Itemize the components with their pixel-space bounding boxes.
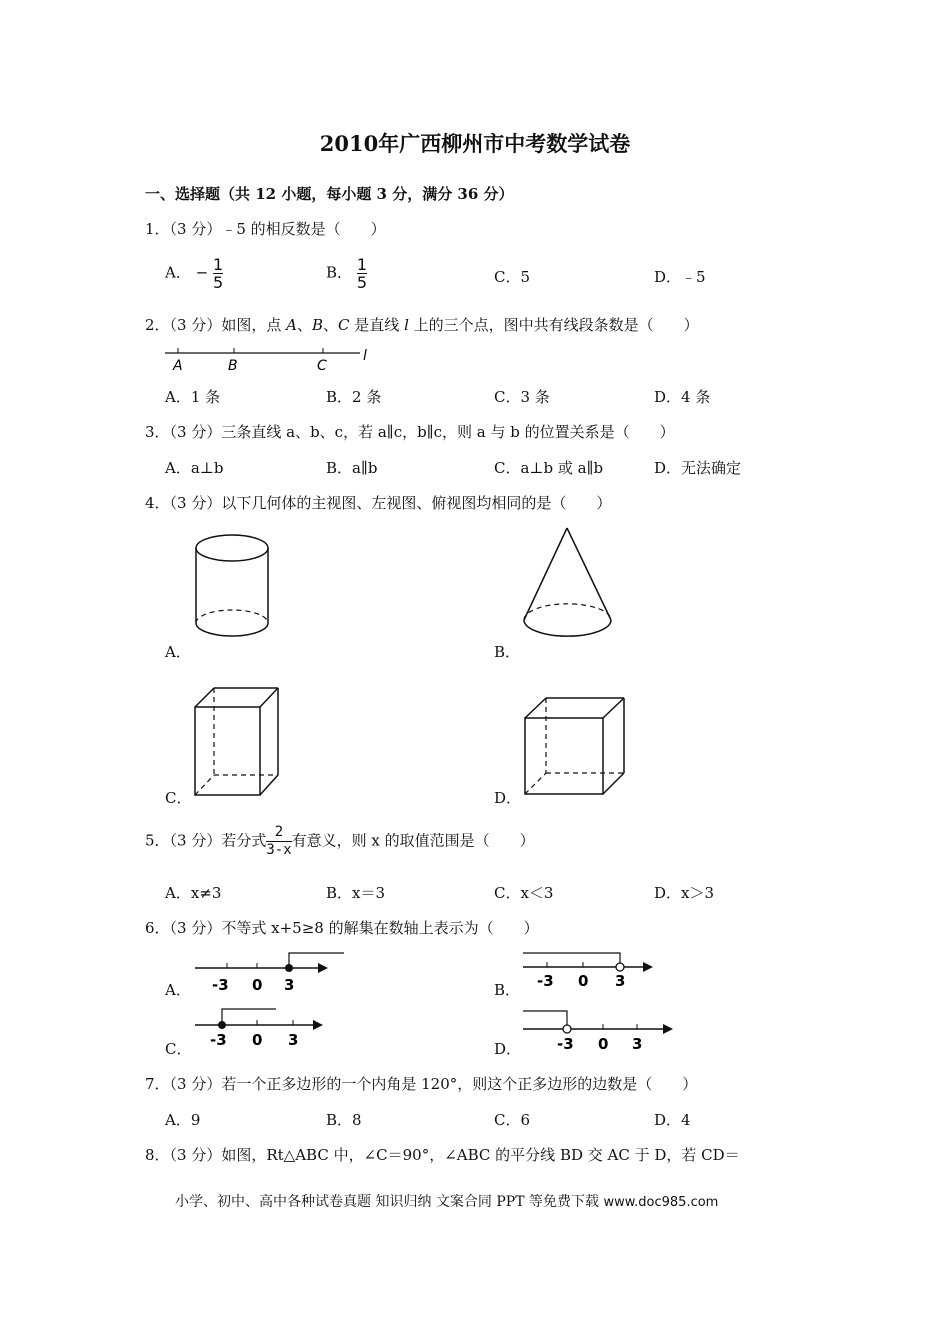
q1-option-d: D．﹣5 (654, 268, 706, 286)
footer-url[interactable]: www.doc985.com (603, 1195, 719, 1210)
q2-stem-post: 上的三个点，图中共有线段条数是（ ） (408, 316, 699, 334)
q5-denominator: 3-x (266, 842, 292, 858)
q4-option-b: B． (494, 643, 521, 661)
q5-option-c: C．x＜3 (494, 884, 554, 902)
q2-point-b: B (311, 316, 324, 334)
cube-figure (520, 695, 630, 800)
q6b-tick-3: 3 (615, 972, 626, 990)
q1-option-b-label: B． (326, 263, 353, 282)
question-5-stem (145, 824, 535, 859)
question-3-stem: 3．（3 分）三条直线 a、b、c，若 a∥c，b∥c，则 a 与 b 的位置关系是（ ） (145, 423, 675, 441)
q6-number-line-c (190, 1005, 335, 1050)
q6d-tick-0: 0 (598, 1035, 609, 1053)
question-6-stem: 6．（3 分）不等式 x+5≥8 的解集在数轴上表示为（ ） (145, 919, 539, 937)
q2-fig-label-l: l (363, 348, 367, 364)
q2-fig-label-a: A (173, 358, 183, 373)
q6d-tick-3: 3 (632, 1035, 643, 1053)
q7-option-d: D．4 (654, 1111, 691, 1129)
q6-option-a: A． (165, 981, 191, 999)
q1-option-a-sign: − (195, 263, 209, 282)
q7-option-b: B．8 (326, 1111, 362, 1129)
q2-fig-label-b: B (228, 358, 238, 373)
q2-option-b: B．2 条 (326, 388, 382, 406)
q2-line-figure (162, 343, 382, 373)
q1-option-a-fraction (213, 256, 223, 291)
q2-option-a: A．1 条 (165, 388, 221, 406)
q4-option-c: C． (165, 789, 192, 807)
q7-option-c: C．6 (494, 1111, 531, 1129)
footer-text: 小学、初中、高中各种试卷真题 知识归纳 文案合同 PPT 等免费下载 (175, 1194, 599, 1210)
q3-option-c: C．a⊥b 或 a∥b (494, 459, 604, 477)
q3-option-b: B．a∥b (326, 459, 378, 477)
q6c-tick-neg3: -3 (210, 1031, 227, 1049)
q6d-tick-neg3: -3 (557, 1035, 574, 1053)
q6a-tick-0: 0 (252, 976, 263, 994)
q1-b-numerator: 1 (356, 255, 367, 274)
q2-point-a: A (286, 316, 297, 334)
q1-option-a (165, 256, 223, 291)
q6-option-d: D． (494, 1040, 522, 1058)
q4-option-d: D． (494, 789, 522, 807)
cylinder-figure (185, 530, 285, 645)
cone-figure (515, 525, 625, 650)
q1-option-b (326, 256, 367, 291)
q6b-tick-neg3: -3 (537, 972, 554, 990)
q5-option-d: D．x＞3 (654, 884, 715, 902)
q5-option-b: B．x＝3 (326, 884, 386, 902)
q5-numerator: 2 (274, 824, 284, 840)
q5-stem-pre: 5．（3 分）若分式 (145, 831, 267, 850)
q6a-tick-neg3: -3 (212, 976, 229, 994)
q1-option-a-label: A． (165, 263, 191, 282)
question-7-stem: 7．（3 分）若一个正多边形的一个内角是 120°，则这个正多边形的边数是（ ） (145, 1075, 698, 1093)
q2-sep-2: 、 (323, 316, 339, 334)
q6b-tick-0: 0 (578, 972, 589, 990)
q6a-tick-3: 3 (284, 976, 295, 994)
q7-option-a: A．9 (165, 1111, 201, 1129)
question-8-stem: 8．（3 分）如图，Rt△ABC 中，∠C＝90°，∠ABC 的平分线 BD 交 AC 于 D，若 CD＝ (145, 1146, 740, 1164)
q6-number-line-b (520, 950, 660, 995)
q6-option-c: C． (165, 1040, 192, 1058)
q5-stem-post: 有意义，则 x 的取值范围是（ ） (291, 831, 535, 850)
q1-option-b-fraction (357, 256, 367, 291)
q2-stem-mid: 是直线 (349, 316, 405, 334)
q2-point-c: C (338, 316, 350, 334)
q2-stem-pre: 2．（3 分）如图，点 (145, 316, 287, 334)
q6-option-b: B． (494, 981, 521, 999)
section-heading: 一、选择题（共 12 小题，每小题 3 分，满分 36 分） (145, 185, 514, 203)
q5-fraction (266, 824, 291, 859)
q1-a-numerator: 1 (212, 255, 224, 274)
q6c-tick-0: 0 (252, 1031, 263, 1049)
q6-number-line-d (520, 1005, 680, 1055)
question-1-stem: 1．（3 分）﹣5 的相反数是（ ） (145, 220, 386, 238)
page-title: 2010年广西柳州市中考数学试卷 (319, 131, 631, 156)
q3-option-a: A．a⊥b (165, 459, 224, 477)
q1-option-c: C．5 (494, 268, 531, 286)
question-4-stem: 4．（3 分）以下几何体的主视图、左视图、俯视图均相同的是（ ） (145, 494, 612, 512)
q5-option-a: A．x≠3 (165, 884, 222, 902)
q2-sep-1: 、 (296, 316, 312, 334)
q2-fig-label-c: C (317, 358, 327, 373)
q3-option-d: D．无法确定 (654, 459, 742, 477)
q6-number-line-a (190, 950, 350, 995)
rectangular-prism-figure (190, 685, 285, 800)
question-2-stem (145, 314, 699, 335)
q2-line-l: l (404, 316, 409, 334)
q2-option-d: D．4 条 (654, 388, 711, 406)
q6c-tick-3: 3 (288, 1031, 299, 1049)
q2-option-c: C．3 条 (494, 388, 550, 406)
q1-a-denominator: 5 (212, 273, 224, 292)
page-footer (175, 1191, 718, 1211)
q4-option-a: A． (165, 643, 191, 661)
q1-b-denominator: 5 (356, 273, 367, 292)
